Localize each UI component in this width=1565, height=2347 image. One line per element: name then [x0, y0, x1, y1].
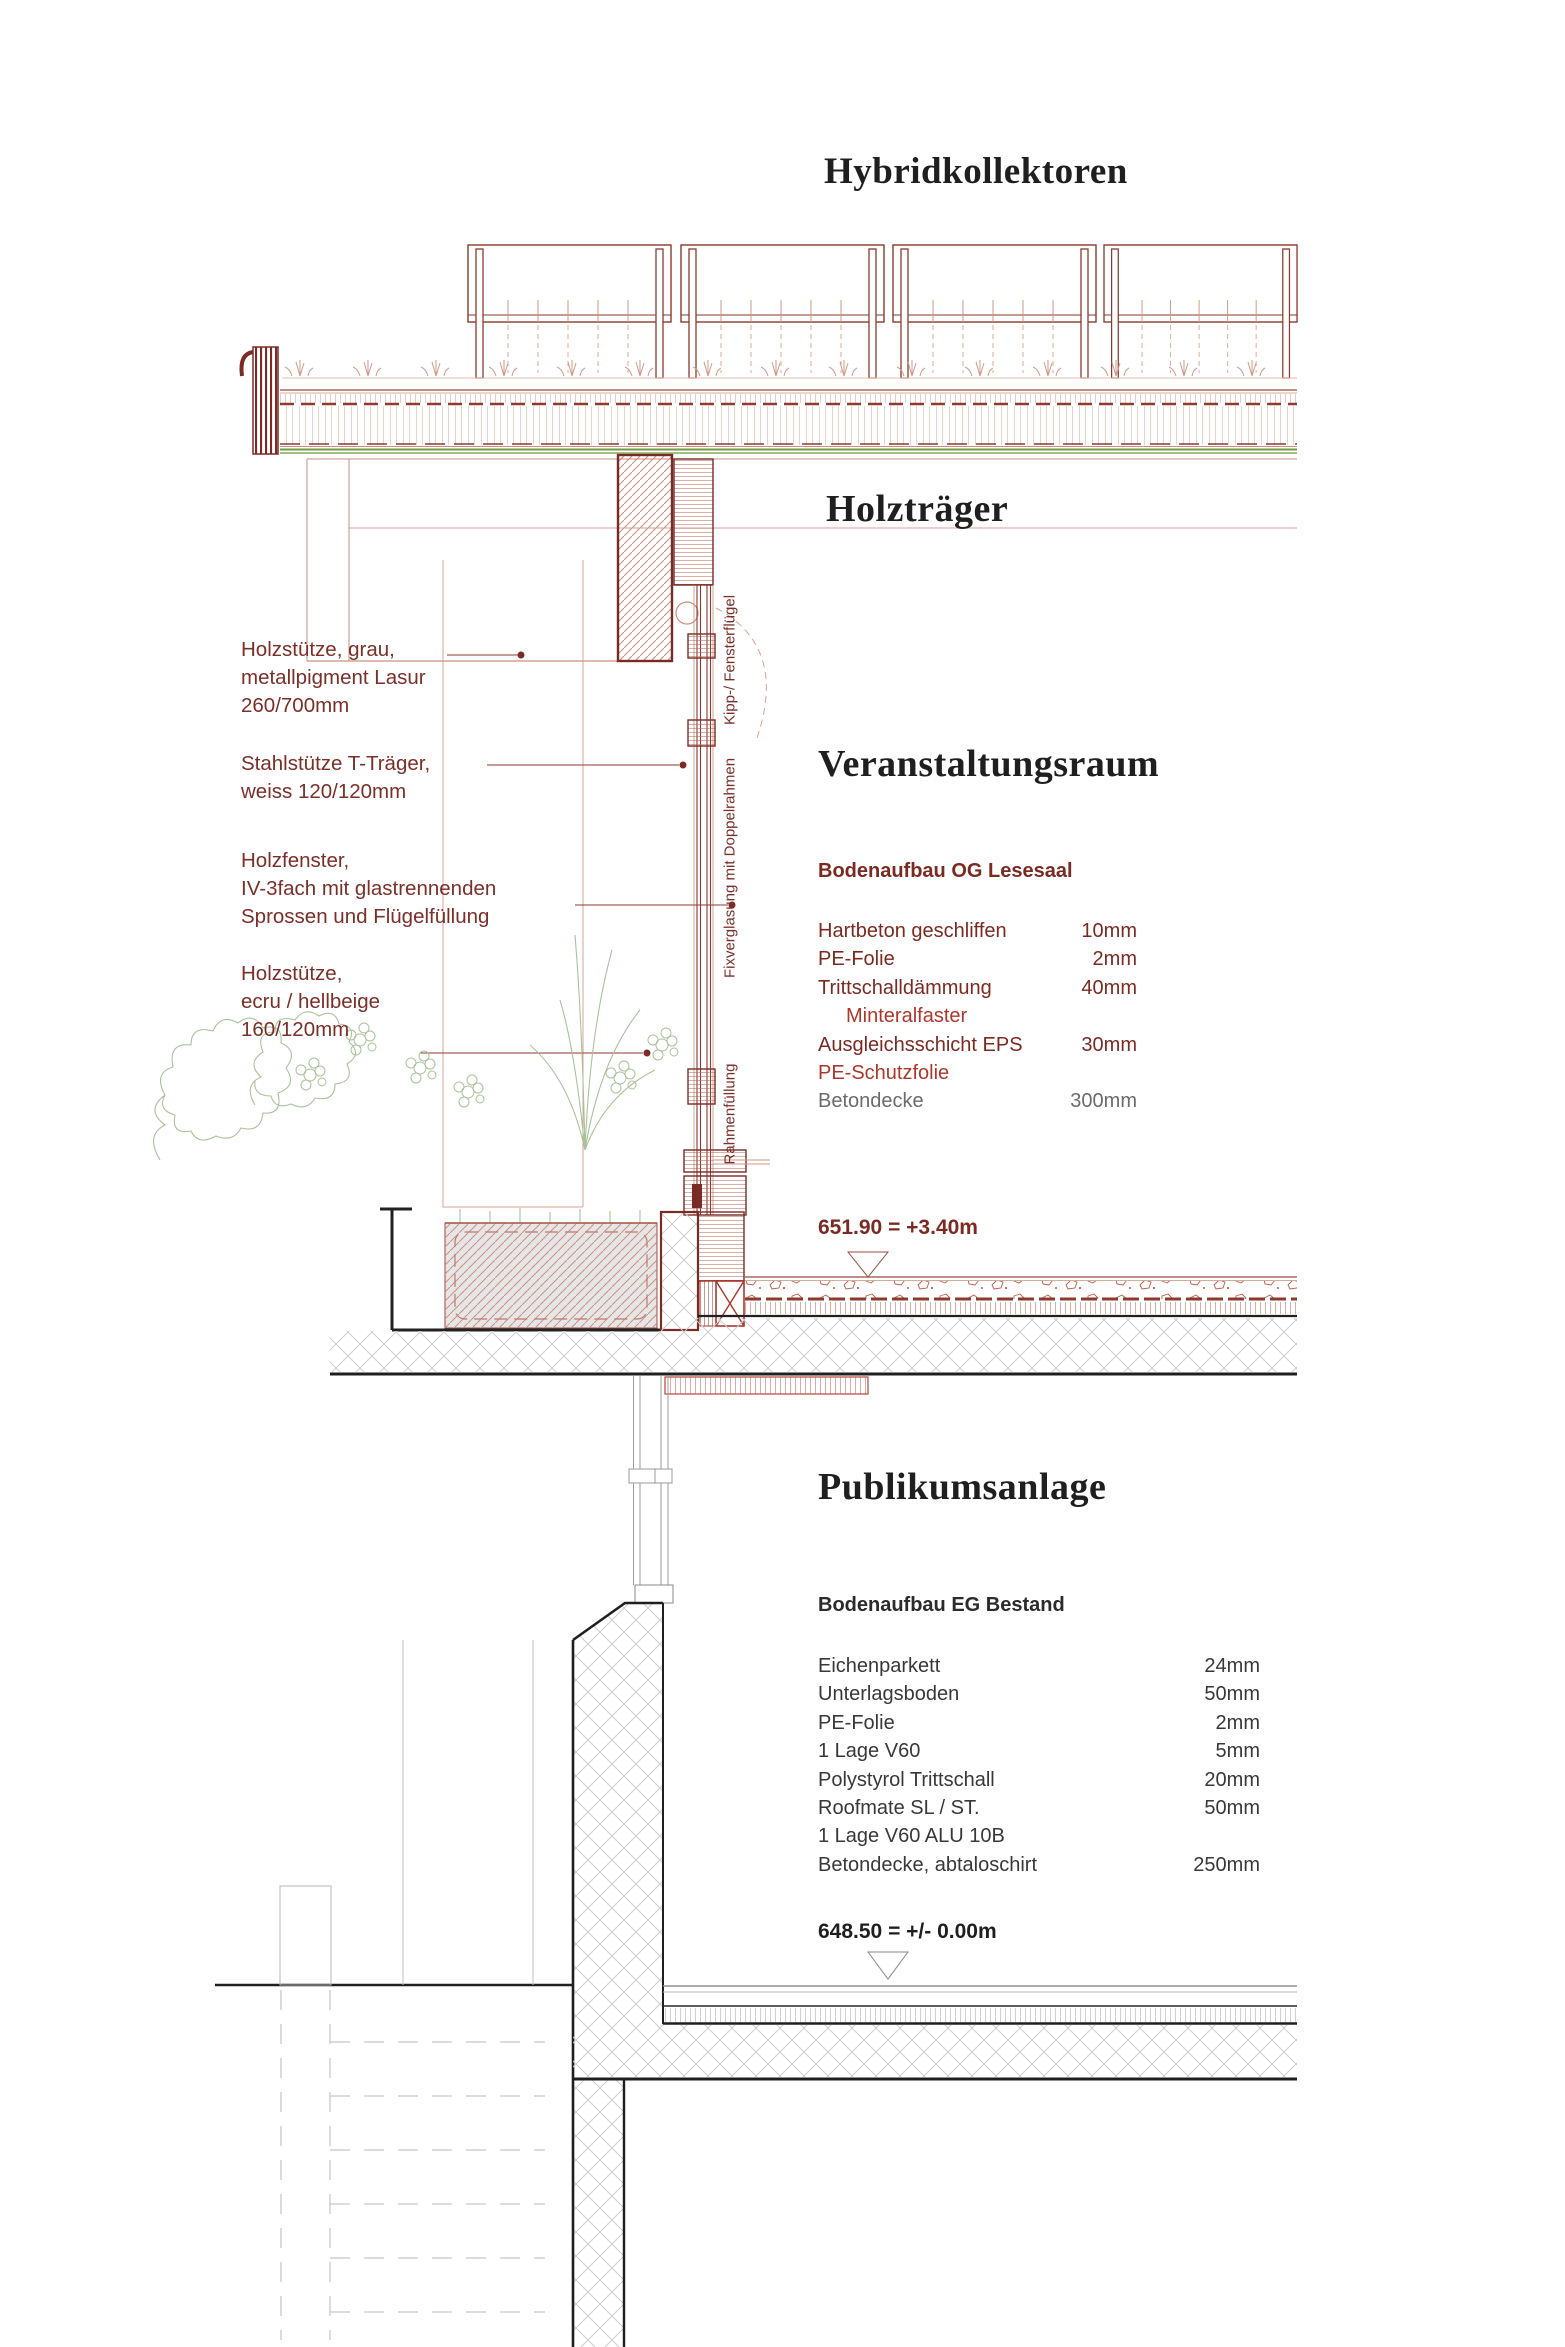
eg-level-mark: 648.50 = +/- 0.00m — [818, 1920, 997, 1943]
planter-plants — [154, 935, 678, 1223]
layer-label: PE-Folie — [818, 948, 895, 971]
annotation-line: ecru / hellbeige — [241, 990, 381, 1013]
window-label-rahmenfuellung: Rahmenfüllung — [721, 1063, 739, 1165]
layer-label: Roofmate SL / ST. — [818, 1797, 980, 1820]
level-marker-og — [848, 1252, 888, 1277]
layer-label: Hartbeton geschliffen — [818, 920, 1007, 942]
layer-value: 300mm — [1070, 1090, 1137, 1113]
annotation-line: weiss 120/120mm — [241, 780, 407, 803]
layer-row — [818, 1680, 1260, 1708]
title-holztraeger: Holzträger — [826, 488, 1009, 530]
annotation-line: Holzstütze, grau, — [241, 638, 395, 661]
annotation-holzfenster — [241, 847, 496, 931]
layer-row — [818, 1087, 1137, 1115]
layer-value: 10mm — [1081, 920, 1137, 942]
layer-row — [818, 1652, 1260, 1680]
layer-row — [818, 1766, 1260, 1794]
layer-value: 5mm — [1215, 1740, 1260, 1763]
layer-row — [818, 1002, 1137, 1030]
layer-label: PE-Folie — [818, 1711, 895, 1734]
annotation-line: 160/120mm — [241, 1018, 350, 1041]
window-sill-buildup — [661, 1212, 744, 1330]
exterior-ground-and-stair — [215, 1640, 573, 2340]
eg-floor-list — [818, 1652, 1260, 1879]
annotation-line: IV-3fach mit glastrennenden — [241, 877, 497, 900]
eg-floor-slab — [573, 1952, 1297, 2079]
annotation-line: Stahlstütze T-Träger, — [241, 752, 431, 775]
layer-label: Trittschalldämmung — [818, 976, 992, 999]
annotation-line: 260/700mm — [241, 694, 350, 717]
timber-column-section — [618, 455, 672, 661]
window-label-kipp-fluegel: Kipp-/ Fensterflügel — [721, 594, 739, 726]
layer-value: 20mm — [1204, 1768, 1260, 1791]
roof-parapet — [241, 347, 278, 454]
title-hybridkollektoren: Hybridkollektoren — [824, 151, 1128, 192]
annotation-line: Sprossen und Flügelfüllung — [241, 905, 490, 928]
basement-wall — [573, 1603, 663, 2347]
layer-label: Eichenparkett — [818, 1655, 941, 1677]
layer-row — [818, 1059, 1137, 1087]
layer-row — [818, 945, 1137, 973]
layer-row — [818, 974, 1137, 1002]
planter-box — [445, 1223, 657, 1328]
layer-row — [818, 917, 1137, 945]
layer-row — [818, 1851, 1260, 1879]
layer-value: 2mm — [1215, 1711, 1260, 1734]
annotation-line: Holzfenster, — [241, 849, 350, 872]
og-floor-heading: Bodenaufbau OG Lesesaal — [818, 860, 1073, 882]
annotation-stahlstuetze — [241, 750, 430, 806]
suspended-soffit-band — [665, 1377, 868, 1394]
roof-buildup-layers — [280, 390, 1297, 453]
layer-value: 2mm — [1092, 948, 1137, 971]
annotation-holzstuetze-grau — [241, 636, 426, 720]
og-level-mark: 651.90 = +3.40m — [818, 1216, 978, 1239]
layer-label: Unterlagsboden — [818, 1683, 960, 1706]
og-floor-list — [818, 917, 1137, 1116]
layer-label: 1 Lage V60 — [818, 1740, 921, 1763]
layer-row — [818, 1031, 1137, 1059]
layer-value: 50mm — [1204, 1683, 1260, 1706]
title-veranstaltungsraum: Veranstaltungsraum — [818, 743, 1160, 785]
layer-value: 30mm — [1081, 1033, 1137, 1056]
layer-label: 1 Lage V60 ALU 10B — [818, 1825, 1005, 1848]
layer-label: Polystyrol Trittschall — [818, 1768, 995, 1791]
layer-label: Betondecke — [818, 1090, 924, 1113]
level-marker-eg — [868, 1952, 908, 1979]
layer-label: Minteralfaster — [846, 1005, 968, 1028]
layer-value: 250mm — [1193, 1853, 1260, 1876]
annotation-line: Holzstütze, — [241, 962, 343, 985]
layer-value: 40mm — [1081, 976, 1137, 999]
eg-window-mullion — [629, 1376, 673, 1603]
wood-beam-zone — [307, 459, 1297, 661]
layer-label: Betondecke, abtaloschirt — [818, 1853, 1038, 1876]
window-label-fixverglasung: Fixverglasung mit Doppelrahmen — [721, 757, 739, 979]
eg-floor-heading: Bodenaufbau EG Bestand — [818, 1594, 1065, 1616]
layer-label: PE-Schutzfolie — [818, 1062, 950, 1085]
annotation-holzstuetze-ecru — [241, 960, 380, 1044]
layer-row — [818, 1822, 1260, 1850]
layer-row — [818, 1794, 1260, 1822]
layer-value: 24mm — [1204, 1655, 1260, 1677]
layer-value: 50mm — [1204, 1797, 1260, 1820]
layer-row — [818, 1737, 1260, 1765]
title-publikumsanlage: Publikumsanlage — [818, 1466, 1107, 1508]
solar-collector-panels — [468, 245, 1297, 378]
roof-vegetation — [282, 360, 1297, 378]
annotation-line: metallpigment Lasur — [241, 666, 426, 689]
layer-label: Ausgleichsschicht EPS — [818, 1033, 1023, 1056]
layer-row — [818, 1709, 1260, 1737]
